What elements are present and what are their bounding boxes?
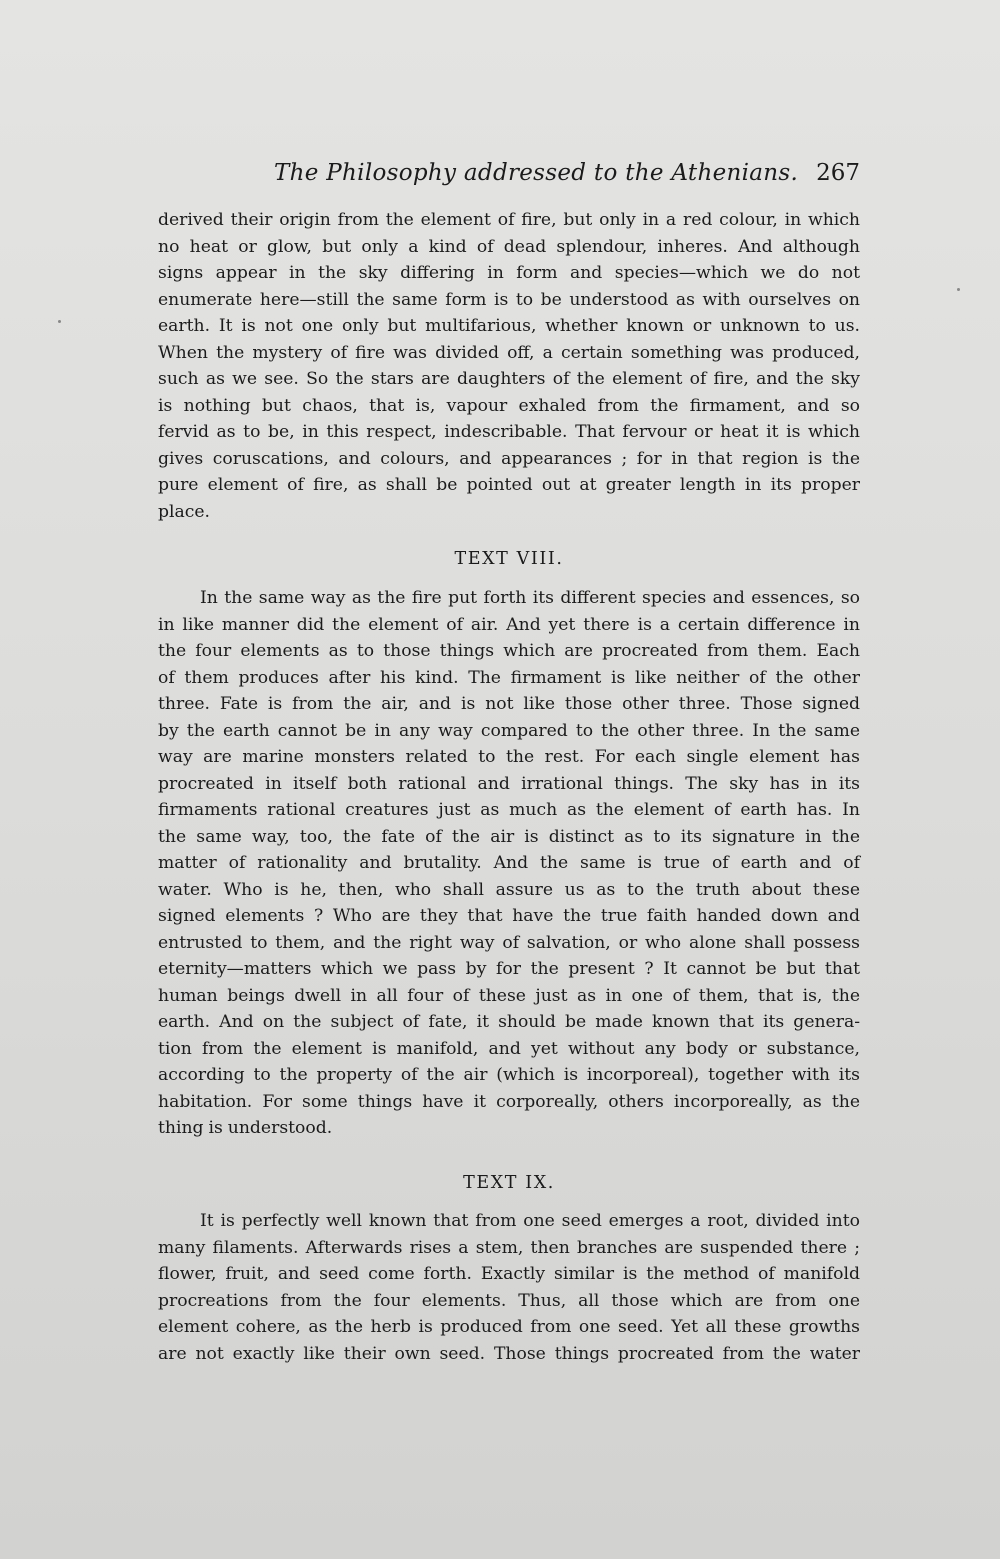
text-line: signs appear in the sky differing in form and species—which we do not — [158, 263, 860, 283]
text-line: are not exactly like their own seed. Those things procreated from the water — [158, 1343, 860, 1364]
text-line: tion from the element is manifold, and yet without any body or substance, — [158, 1038, 860, 1059]
text-line: in like manner did the element of air. And yet there is a certain difference in — [158, 614, 860, 635]
text-line: In the same way as the fire put forth its different species and essences, so — [200, 588, 860, 608]
text-line: gives coruscations, and colours, and appearances ; for in that region is the — [158, 448, 860, 469]
text-line: matter of rationality and brutality. And the same is true of earth and of — [158, 853, 860, 873]
paper-speck — [58, 320, 61, 323]
text-line: It is perfectly well known that from one seed emerges a root, divided into — [200, 1211, 860, 1231]
text-line: by the earth cannot be in any way compared to the other three. In the same — [158, 720, 860, 741]
text-line: habitation. For some things have it corporeally, others incorporeally, as the — [158, 1091, 860, 1112]
text-line: derived their origin from the element of fire, but only in a red colour, in which — [158, 210, 860, 230]
text-line: eternity—matters which we pass by for the present ? It cannot be but that — [158, 959, 860, 979]
page-number: 267 — [816, 160, 860, 186]
text-line: place. — [158, 501, 211, 522]
paper-speck — [957, 288, 960, 291]
text-line: is nothing but chaos, that is, vapour exhaled from the firmament, and so — [158, 395, 860, 416]
text-line: way are marine monsters related to the rest. For each single element has — [158, 747, 860, 767]
text-line: When the mystery of fire was divided off, a certain something was produced, — [158, 342, 860, 363]
text-line: entrusted to them, and the right way of salvation, or who alone shall possess — [158, 932, 860, 953]
text-line: thing is understood. — [158, 1118, 333, 1138]
text-line: the same way, too, the fate of the air is distinct as to its signature in the — [158, 826, 860, 847]
text-line: fervid as to be, in this respect, indescribable. That fervour or heat it is which — [158, 422, 860, 442]
section-ix-paragraph — [158, 1208, 860, 1367]
text-line: such as we see. So the stars are daughters of the element of fire, and the sky — [158, 369, 860, 389]
text-line: earth. It is not one only but multifarious, whether known or unknown to us. — [158, 316, 860, 336]
text-line: human beings dwell in all four of these just as in one of them, that is, the — [158, 985, 860, 1006]
section-heading-viii: TEXT VIII. — [454, 549, 564, 569]
text-line: of them produces after his kind. The firmament is like neither of the other — [158, 667, 860, 688]
text-line: procreated in itself both rational and irrational things. The sky has in its — [158, 773, 860, 794]
text-line: procreations from the four elements. Thus, all those which are from one — [158, 1290, 860, 1311]
text-line: the four elements as to those things which are procreated from them. Each — [158, 641, 860, 661]
section-viii-paragraph — [158, 585, 860, 1142]
text-line: pure element of fire, as shall be pointed out at greater length in its proper — [158, 475, 860, 495]
text-line: no heat or glow, but only a kind of dead splendour, inheres. And although — [158, 236, 860, 257]
running-head — [158, 160, 860, 196]
text-line: many filaments. Afterwards rises a stem, then branches are suspended there ; — [158, 1237, 860, 1258]
text-line: flower, fruit, and seed come forth. Exactly similar is the method of manifold — [158, 1264, 860, 1284]
text-line: signed elements ? Who are they that have the true faith handed down and — [158, 906, 860, 926]
section-heading-ix: TEXT IX. — [463, 1173, 555, 1193]
text-line: enumerate here—still the same form is to be understood as with ourselves on — [158, 289, 860, 310]
paragraph-continued — [158, 207, 860, 525]
text-line: firmaments rational creatures just as much as the element of earth has. In — [158, 800, 860, 820]
running-title: The Philosophy addressed to the Athenians. — [274, 160, 799, 186]
text-line: element cohere, as the herb is produced from one seed. Yet all these growths — [158, 1317, 860, 1337]
text-line: earth. And on the subject of fate, it should be made known that its genera- — [158, 1012, 860, 1032]
text-line: three. Fate is from the air, and is not like those other three. Those signed — [158, 694, 860, 714]
text-line: water. Who is he, then, who shall assure us as to the truth about these — [158, 879, 860, 900]
text-line: according to the property of the air (which is incorporeal), together with its — [158, 1065, 860, 1085]
